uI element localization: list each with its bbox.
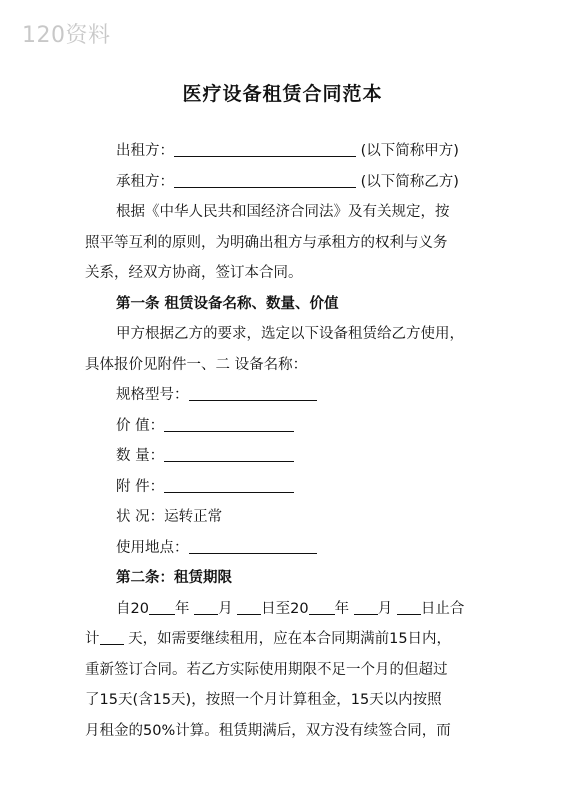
- status-line: [85, 502, 480, 533]
- term-text-month-2: 月: [377, 600, 393, 617]
- end-year-blank[interactable]: [309, 597, 335, 615]
- lessee-blank[interactable]: [174, 170, 356, 188]
- intro-line-1: 根据《中华人民共和国经济合同法》及有关规定，按: [116, 204, 450, 220]
- article2-line-2: [85, 624, 480, 655]
- term-text-end: 日止合: [420, 600, 465, 617]
- days-blank[interactable]: [100, 627, 124, 645]
- term-text-total: 计: [85, 631, 100, 647]
- location-blank[interactable]: [189, 536, 317, 554]
- lessor-blank[interactable]: [174, 139, 356, 157]
- attachment-blank[interactable]: [164, 475, 294, 493]
- watermark-text: 120资料: [22, 23, 111, 48]
- article2-heading: 第二条：租赁期限: [116, 570, 232, 586]
- spec-blank[interactable]: [189, 383, 317, 401]
- lessor-line: [85, 136, 480, 167]
- term-text-start-year: 自20: [116, 600, 149, 617]
- spec-line: [85, 380, 480, 411]
- article2-line-3: 重新签订合同。若乙方实际使用期限不足一个月的但超过: [85, 661, 448, 678]
- status-label: 状 况：: [116, 509, 165, 525]
- value-line: [85, 411, 480, 442]
- contract-body: [85, 136, 480, 746]
- term-text-renewal: 天，如需要继续租用，应在本合同期满前15日内，: [128, 631, 452, 647]
- article1-line-1: 甲方根据乙方的要求，选定以下设备租赁给乙方使用，: [116, 326, 464, 342]
- quantity-label: 数 量：: [116, 448, 165, 464]
- location-label: 使用地点：: [116, 539, 189, 556]
- attachment-label: 附 件：: [116, 478, 165, 495]
- article2-line-4: 了15天(含15天)，按照一个月计算租金，15天以内按照: [85, 692, 442, 708]
- start-month-blank[interactable]: [194, 597, 218, 615]
- spec-label: 规格型号：: [116, 387, 189, 403]
- lessor-label: 出租方：: [116, 143, 174, 159]
- value-blank[interactable]: [164, 414, 294, 432]
- document-title: 医疗设备租赁合同范本: [182, 83, 383, 105]
- lessee-label: 承租方：: [116, 173, 174, 190]
- end-month-blank[interactable]: [354, 597, 378, 615]
- lessee-line: [85, 167, 480, 198]
- location-line: [85, 533, 480, 564]
- start-day-blank[interactable]: [237, 597, 261, 615]
- article1-heading: 第一条 租赁设备名称、数量、价值: [116, 295, 339, 312]
- start-year-blank[interactable]: [149, 597, 175, 615]
- quantity-line: [85, 441, 480, 472]
- article2-line-5: 月租金的50%计算。租赁期满后，双方没有续签合同，而: [85, 722, 451, 739]
- term-text-year: 年: [174, 600, 190, 617]
- end-day-blank[interactable]: [397, 597, 421, 615]
- quantity-blank[interactable]: [164, 444, 294, 462]
- intro-line-2: 照平等互利的原则，为明确出租方与承租方的权利与义务: [85, 234, 448, 251]
- article2-line-1: [85, 594, 480, 625]
- term-text-end-year: 日至20: [261, 600, 309, 617]
- attachment-line: [85, 472, 480, 503]
- intro-line-3: 关系，经双方协商，签订本合同。: [85, 265, 303, 281]
- lessor-note: (以下简称甲方): [360, 143, 459, 159]
- term-text-year-2: 年: [334, 600, 350, 617]
- status-value: 运转正常: [164, 509, 223, 525]
- term-text-month: 月: [218, 600, 233, 617]
- article1-line-2: 具体报价见附件一、二 设备名称：: [85, 356, 308, 373]
- value-label: 价 值：: [116, 417, 165, 434]
- lessee-note: (以下简称乙方): [360, 173, 459, 190]
